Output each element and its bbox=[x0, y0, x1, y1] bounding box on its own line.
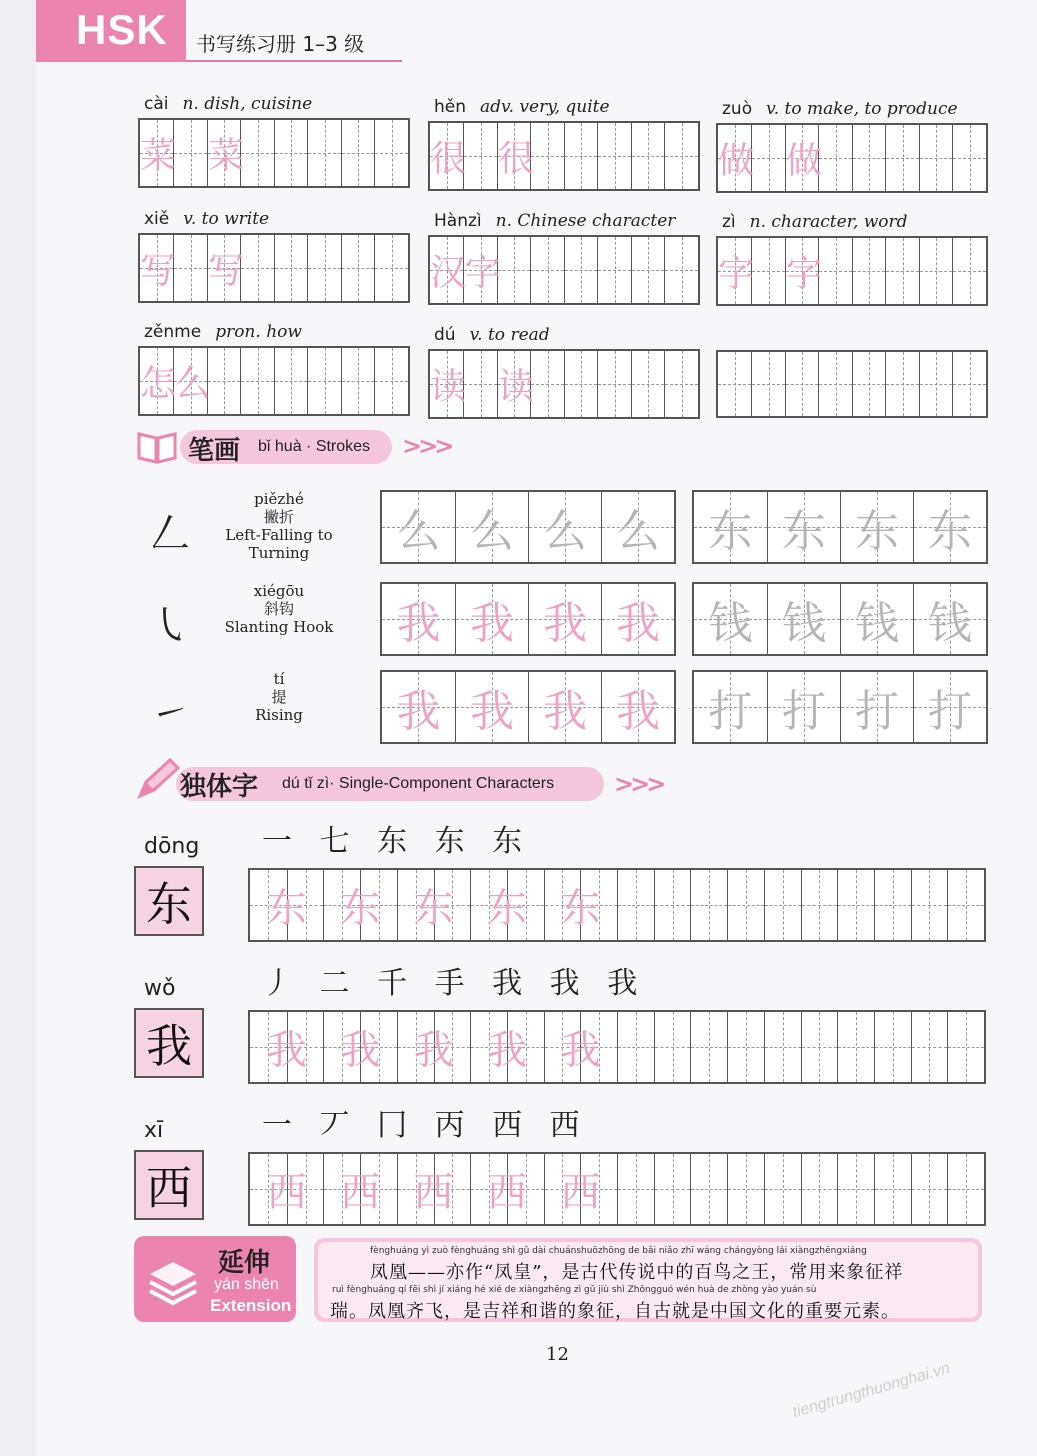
grid-cell[interactable] bbox=[207, 120, 244, 186]
trace-character: 么 bbox=[469, 506, 514, 557]
extension-pinyin-line-2: ruì fènghuáng qí fēi shì jí xiáng hé xié de xiàngzhēng zì gǔ jiù shì Zhōngguó wén huà de zhòng yào yuán sù bbox=[332, 1285, 817, 1295]
grid-cell[interactable] bbox=[382, 492, 455, 562]
vocab-pinyin: zuò bbox=[722, 99, 753, 119]
trace-character: 写 bbox=[207, 250, 244, 292]
grid-cell[interactable] bbox=[840, 584, 913, 654]
vocab-pinyin: cài bbox=[144, 94, 169, 114]
grid-cell[interactable] bbox=[664, 237, 698, 303]
grid-cell[interactable] bbox=[564, 237, 598, 303]
grid-cell[interactable] bbox=[617, 870, 654, 940]
vocab-label bbox=[144, 94, 312, 114]
grid-cell[interactable] bbox=[397, 1012, 454, 1082]
trace-character: 我 bbox=[469, 598, 514, 649]
trace-character: 钱 bbox=[708, 598, 753, 649]
grid-cell[interactable] bbox=[207, 235, 244, 301]
grid-cell[interactable] bbox=[470, 1012, 527, 1082]
grid-cell[interactable] bbox=[430, 123, 467, 189]
grid-cell[interactable] bbox=[885, 238, 919, 304]
vocab-label bbox=[144, 322, 302, 342]
grid-cell[interactable] bbox=[874, 1012, 911, 1082]
grid-cell[interactable] bbox=[952, 125, 986, 191]
grid-cell[interactable] bbox=[952, 352, 986, 416]
stroke-pinyin: xiégōu bbox=[253, 582, 305, 600]
grid-cell[interactable] bbox=[631, 351, 665, 417]
vocab-practice-grid bbox=[428, 235, 700, 305]
trace-character: 么 bbox=[396, 506, 441, 557]
vocab-definition: v. to write bbox=[183, 209, 270, 229]
grid-cell[interactable] bbox=[727, 1154, 764, 1224]
grid-cell[interactable] bbox=[530, 351, 564, 417]
grid-cell[interactable] bbox=[455, 584, 528, 654]
stroke-practice-grid bbox=[692, 582, 988, 656]
grid-cell[interactable] bbox=[382, 584, 455, 654]
trace-character: 我 bbox=[615, 686, 660, 737]
grid-cell[interactable] bbox=[140, 348, 177, 414]
trace-character: 我 bbox=[542, 598, 587, 649]
grid-cell[interactable] bbox=[463, 123, 497, 189]
trace-character: 我 bbox=[413, 1027, 454, 1074]
stroke-english: Slanting Hook bbox=[224, 618, 334, 636]
vocab-label bbox=[722, 212, 908, 232]
brand-logo: HSK bbox=[76, 6, 168, 53]
grid-cell[interactable] bbox=[207, 348, 241, 414]
grid-cell[interactable] bbox=[952, 238, 986, 304]
watermark: tiengtrungthuonghai.vn bbox=[790, 1359, 952, 1422]
grid-cell[interactable] bbox=[751, 352, 785, 416]
arrows-icon: >>> bbox=[614, 770, 663, 798]
stroke-description bbox=[204, 582, 354, 636]
header-underline bbox=[186, 60, 402, 62]
grid-cell[interactable] bbox=[274, 348, 308, 414]
vocab-definition: n. dish, cuisine bbox=[182, 94, 313, 114]
stroke-description bbox=[204, 490, 354, 562]
trace-character: 读 bbox=[497, 366, 534, 408]
trace-character: 我 bbox=[396, 686, 441, 737]
grid-cell[interactable] bbox=[497, 351, 534, 417]
grid-cell[interactable] bbox=[913, 492, 986, 562]
grid-cell[interactable] bbox=[140, 235, 177, 301]
grid-cell[interactable] bbox=[785, 125, 822, 191]
grid-cell[interactable] bbox=[544, 1012, 601, 1082]
grid-cell[interactable] bbox=[250, 1154, 307, 1224]
grid-cell[interactable] bbox=[240, 348, 274, 414]
trace-character: 东 bbox=[927, 506, 972, 557]
stroke-english: Rising bbox=[255, 706, 303, 724]
trace-character: 钱 bbox=[781, 598, 826, 649]
grid-cell[interactable] bbox=[430, 237, 467, 303]
trace-character: 很 bbox=[430, 138, 467, 180]
stroke-hanzi: 撇折 bbox=[263, 508, 294, 526]
trace-character: 西 bbox=[413, 1169, 454, 1216]
grid-cell[interactable] bbox=[837, 1012, 874, 1082]
grid-cell[interactable] bbox=[173, 235, 207, 301]
grid-cell[interactable] bbox=[818, 238, 852, 304]
grid-cell[interactable] bbox=[631, 237, 665, 303]
vocab-practice-grid bbox=[138, 346, 410, 416]
grid-cell[interactable] bbox=[694, 492, 767, 562]
grid-cell[interactable] bbox=[690, 870, 727, 940]
trace-character: 么 bbox=[174, 363, 211, 405]
trace-character: 东 bbox=[266, 885, 307, 932]
grid-cell[interactable] bbox=[307, 120, 341, 186]
grid-cell[interactable] bbox=[767, 492, 840, 562]
header-title: 书写练习册 1–3 级 bbox=[196, 32, 365, 56]
grid-cell[interactable] bbox=[913, 584, 986, 654]
trace-character: 我 bbox=[396, 598, 441, 649]
vocab-pinyin: hěn bbox=[434, 97, 467, 117]
grid-cell[interactable] bbox=[397, 1154, 454, 1224]
grid-cell[interactable] bbox=[307, 235, 341, 301]
trace-character: 西 bbox=[560, 1169, 601, 1216]
grid-cell[interactable] bbox=[840, 672, 913, 742]
grid-cell[interactable] bbox=[397, 870, 454, 940]
grid-cell[interactable] bbox=[601, 492, 674, 562]
grid-cell[interactable] bbox=[818, 125, 852, 191]
grid-cell[interactable] bbox=[601, 672, 674, 742]
model-character-box bbox=[134, 1150, 204, 1220]
grid-cell[interactable] bbox=[837, 1154, 874, 1224]
trace-character: 我 bbox=[486, 1027, 527, 1074]
grid-cell[interactable] bbox=[911, 1154, 948, 1224]
grid-cell[interactable] bbox=[430, 351, 467, 417]
stroke-practice-grid bbox=[692, 670, 988, 744]
vocab-label bbox=[434, 211, 675, 231]
stroke-description bbox=[204, 670, 354, 724]
grid-cell[interactable] bbox=[341, 235, 375, 301]
vocab-label bbox=[434, 97, 610, 117]
grid-cell[interactable] bbox=[694, 584, 767, 654]
vocab-practice-grid bbox=[138, 118, 410, 188]
vocab-pinyin: xiě bbox=[144, 209, 170, 229]
trace-character: 打 bbox=[708, 686, 753, 737]
grid-cell[interactable] bbox=[617, 1012, 654, 1082]
extension-text-line-2: 瑞。凤凰齐飞，是吉祥和谐的象征，自古就是中国文化的重要元素。 bbox=[330, 1301, 900, 1322]
grid-cell[interactable] bbox=[885, 125, 919, 191]
grid-cell[interactable] bbox=[690, 1154, 727, 1224]
trace-character: 东 bbox=[486, 885, 527, 932]
grid-cell[interactable] bbox=[852, 238, 886, 304]
trace-character: 我 bbox=[542, 686, 587, 737]
grid-cell[interactable] bbox=[764, 870, 801, 940]
vocab-label bbox=[722, 99, 958, 119]
grid-cell[interactable] bbox=[274, 235, 308, 301]
grid-cell[interactable] bbox=[250, 1012, 307, 1082]
trace-character: 做 bbox=[785, 140, 822, 182]
trace-character: 字 bbox=[464, 252, 501, 294]
vocab-pinyin: zì bbox=[722, 212, 736, 232]
grid-cell[interactable] bbox=[727, 1012, 764, 1082]
trace-character: 读 bbox=[430, 366, 467, 408]
stroke-glyph-icon: 𠃋 bbox=[150, 511, 190, 557]
grid-cell[interactable] bbox=[374, 348, 408, 414]
grid-cell[interactable] bbox=[947, 1012, 984, 1082]
grid-cell[interactable] bbox=[374, 120, 408, 186]
grid-cell[interactable] bbox=[455, 672, 528, 742]
vocab-practice-grid bbox=[716, 123, 988, 193]
grid-cell[interactable] bbox=[530, 237, 564, 303]
trace-character: 么 bbox=[615, 506, 660, 557]
grid-cell[interactable] bbox=[601, 584, 674, 654]
grid-cell[interactable] bbox=[463, 351, 497, 417]
grid-cell[interactable] bbox=[455, 492, 528, 562]
model-character-box bbox=[134, 1008, 204, 1078]
trace-character: 我 bbox=[266, 1027, 307, 1074]
grid-cell[interactable] bbox=[654, 1154, 691, 1224]
grid-cell[interactable] bbox=[250, 870, 307, 940]
grid-cell[interactable] bbox=[852, 125, 886, 191]
grid-cell[interactable] bbox=[530, 123, 564, 189]
stroke-hanzi: 提 bbox=[271, 688, 287, 706]
grid-cell[interactable] bbox=[840, 492, 913, 562]
arrows-icon: >>> bbox=[402, 432, 451, 460]
grid-cell[interactable] bbox=[528, 584, 601, 654]
trace-character: 西 bbox=[486, 1169, 527, 1216]
grid-cell[interactable] bbox=[274, 120, 308, 186]
grid-cell[interactable] bbox=[874, 870, 911, 940]
single-practice-grid bbox=[248, 1010, 986, 1084]
model-character: 东 bbox=[146, 877, 192, 931]
grid-cell[interactable] bbox=[801, 1012, 838, 1082]
stroke-practice-grid bbox=[380, 582, 676, 656]
grid-cell[interactable] bbox=[544, 870, 601, 940]
trace-character: 钱 bbox=[927, 598, 972, 649]
grid-cell[interactable] bbox=[751, 238, 785, 304]
page-number: 12 bbox=[546, 1344, 569, 1365]
vocab-definition: v. to read bbox=[469, 325, 550, 345]
character-pinyin: wǒ bbox=[144, 976, 176, 1001]
trace-character: 我 bbox=[615, 598, 660, 649]
trace-character: 东 bbox=[781, 506, 826, 557]
trace-character: 菜 bbox=[207, 135, 244, 177]
trace-character: 菜 bbox=[140, 135, 177, 177]
vocab-practice-grid bbox=[428, 349, 700, 419]
grid-cell[interactable] bbox=[597, 237, 631, 303]
grid-cell[interactable] bbox=[323, 1154, 381, 1224]
grid-cell[interactable] bbox=[341, 348, 375, 414]
grid-cell[interactable] bbox=[323, 1012, 381, 1082]
trace-character: 东 bbox=[413, 885, 454, 932]
vocab-pinyin: dú bbox=[434, 325, 456, 345]
trace-character: 汉 bbox=[430, 252, 467, 294]
grid-cell[interactable] bbox=[718, 125, 755, 191]
trace-character: 字 bbox=[785, 253, 822, 295]
single-subtitle: dú tǐ zì· Single-Component Characters bbox=[282, 775, 555, 792]
trace-character: 打 bbox=[927, 686, 972, 737]
grid-cell[interactable] bbox=[240, 235, 274, 301]
grid-cell[interactable] bbox=[654, 870, 691, 940]
grid-cell[interactable] bbox=[664, 351, 698, 417]
grid-cell[interactable] bbox=[307, 348, 341, 414]
trace-character: 钱 bbox=[854, 598, 899, 649]
grid-cell[interactable] bbox=[785, 352, 819, 416]
stroke-english-cont: Turning bbox=[248, 544, 310, 562]
grid-cell[interactable] bbox=[801, 1154, 838, 1224]
grid-cell[interactable] bbox=[470, 870, 527, 940]
vocab-definition: n. character, word bbox=[749, 212, 908, 232]
stroke-order: 丿 二 千 手 我 我 我 bbox=[262, 966, 638, 1001]
grid-cell[interactable] bbox=[837, 870, 874, 940]
grid-cell[interactable] bbox=[911, 870, 948, 940]
trace-character: 我 bbox=[560, 1027, 601, 1074]
grid-cell[interactable] bbox=[764, 1154, 801, 1224]
grid-cell[interactable] bbox=[947, 870, 984, 940]
vocab-practice-grid bbox=[716, 236, 988, 306]
trace-character: 西 bbox=[266, 1169, 307, 1216]
vocab-definition: n. Chinese character bbox=[495, 211, 676, 231]
vocab-label bbox=[144, 209, 269, 229]
character-pinyin: xī bbox=[144, 1118, 164, 1143]
stroke-english: Left-Falling to bbox=[225, 526, 333, 544]
grid-cell[interactable] bbox=[497, 123, 534, 189]
grid-cell[interactable] bbox=[718, 238, 755, 304]
strokes-title: 笔画 bbox=[188, 436, 241, 466]
grid-cell[interactable] bbox=[654, 1012, 691, 1082]
grid-cell[interactable] bbox=[852, 352, 886, 416]
stroke-order: 一 丆 冂 丙 西 西 bbox=[262, 1108, 580, 1143]
grid-cell[interactable] bbox=[885, 352, 919, 416]
grid-cell[interactable] bbox=[617, 1154, 654, 1224]
grid-cell[interactable] bbox=[919, 125, 953, 191]
stroke-pinyin: piězhé bbox=[254, 490, 304, 508]
grid-cell[interactable] bbox=[767, 672, 840, 742]
vocab-practice-grid bbox=[138, 233, 410, 303]
grid-cell[interactable] bbox=[801, 870, 838, 940]
grid-cell[interactable] bbox=[528, 672, 601, 742]
stack-icon bbox=[146, 1258, 200, 1312]
trace-character: 东 bbox=[560, 885, 601, 932]
stroke-practice-grid bbox=[380, 670, 676, 744]
book-icon bbox=[136, 428, 178, 466]
trace-character: 西 bbox=[340, 1169, 381, 1216]
trace-character: 东 bbox=[340, 885, 381, 932]
grid-cell[interactable] bbox=[173, 120, 207, 186]
vocab-definition: pron. how bbox=[215, 322, 302, 342]
grid-cell[interactable] bbox=[564, 123, 598, 189]
grid-cell[interactable] bbox=[173, 348, 211, 414]
grid-cell[interactable] bbox=[564, 351, 598, 417]
grid-cell[interactable] bbox=[382, 672, 455, 742]
stroke-pinyin: tí bbox=[273, 670, 285, 688]
trace-character: 写 bbox=[140, 250, 177, 292]
extension-english: Extension bbox=[210, 1296, 292, 1315]
grid-cell[interactable] bbox=[764, 1012, 801, 1082]
grid-cell[interactable] bbox=[544, 1154, 601, 1224]
stroke-order: 一 七 东 东 东 bbox=[262, 824, 523, 859]
trace-character: 做 bbox=[718, 140, 755, 182]
grid-cell[interactable] bbox=[718, 352, 751, 416]
grid-cell[interactable] bbox=[690, 1012, 727, 1082]
grid-cell[interactable] bbox=[767, 584, 840, 654]
page-edge bbox=[0, 0, 36, 1456]
character-pinyin: dōng bbox=[144, 834, 200, 859]
trace-character: 很 bbox=[497, 138, 534, 180]
vocab-definition: adv. very, quite bbox=[480, 97, 610, 117]
extension-text-line-1: 凤凰——亦作“凤皇”，是古代传说中的百鸟之王，常用来象征祥 bbox=[370, 1262, 904, 1283]
grid-cell[interactable] bbox=[240, 120, 274, 186]
grid-cell[interactable] bbox=[463, 237, 501, 303]
grid-cell[interactable] bbox=[374, 235, 408, 301]
stroke-practice-grid bbox=[692, 490, 988, 564]
grid-cell[interactable] bbox=[323, 870, 381, 940]
grid-cell[interactable] bbox=[497, 237, 531, 303]
vocab-pinyin: Hànzì bbox=[434, 211, 482, 231]
vocab-definition: v. to make, to produce bbox=[766, 99, 958, 119]
trace-character: 打 bbox=[781, 686, 826, 737]
single-practice-grid bbox=[248, 868, 986, 942]
grid-cell[interactable] bbox=[919, 352, 953, 416]
trace-character: 怎 bbox=[140, 363, 177, 405]
stroke-practice-grid bbox=[380, 490, 676, 564]
trace-character: 打 bbox=[854, 686, 899, 737]
grid-cell[interactable] bbox=[140, 120, 177, 186]
grid-cell[interactable] bbox=[785, 238, 822, 304]
grid-cell[interactable] bbox=[597, 123, 631, 189]
model-character-box bbox=[134, 866, 204, 936]
grid-cell[interactable] bbox=[919, 238, 953, 304]
model-character: 西 bbox=[146, 1161, 192, 1215]
grid-cell[interactable] bbox=[631, 123, 665, 189]
empty-practice-grid bbox=[716, 350, 988, 418]
vocab-pinyin: zěnme bbox=[144, 322, 202, 342]
grid-cell[interactable] bbox=[913, 672, 986, 742]
extension-pinyin: yán shēn bbox=[214, 1276, 279, 1293]
single-title: 独体字 bbox=[180, 772, 259, 802]
stroke-glyph-icon: ㇀ bbox=[150, 691, 190, 737]
grid-cell[interactable] bbox=[751, 125, 785, 191]
grid-cell[interactable] bbox=[727, 870, 764, 940]
grid-cell[interactable] bbox=[947, 1154, 984, 1224]
stroke-glyph-icon: ㇂ bbox=[150, 603, 190, 649]
grid-cell[interactable] bbox=[597, 351, 631, 417]
grid-cell[interactable] bbox=[341, 120, 375, 186]
vocab-practice-grid bbox=[428, 121, 700, 191]
trace-character: 东 bbox=[854, 506, 899, 557]
trace-character: 字 bbox=[718, 253, 755, 295]
extension-title: 延伸 bbox=[218, 1248, 271, 1278]
single-practice-grid bbox=[248, 1152, 986, 1226]
stroke-hanzi: 斜钩 bbox=[263, 600, 294, 618]
grid-cell[interactable] bbox=[470, 1154, 527, 1224]
model-character: 我 bbox=[146, 1019, 192, 1073]
trace-character: 我 bbox=[469, 686, 514, 737]
pencil-icon bbox=[134, 756, 182, 802]
grid-cell[interactable] bbox=[664, 123, 698, 189]
extension-pinyin-line-1: fènghuáng yì zuò fènghuáng shì gǔ dài chuánshuōzhōng de bǎi niǎo zhī wáng chángyòng lái xiàngzhēngxiáng bbox=[370, 1246, 867, 1256]
grid-cell[interactable] bbox=[818, 352, 852, 416]
grid-cell[interactable] bbox=[874, 1154, 911, 1224]
trace-character: 东 bbox=[708, 506, 753, 557]
grid-cell[interactable] bbox=[528, 492, 601, 562]
grid-cell[interactable] bbox=[694, 672, 767, 742]
trace-character: 么 bbox=[542, 506, 587, 557]
vocab-label bbox=[434, 325, 550, 345]
trace-character: 我 bbox=[340, 1027, 381, 1074]
grid-cell[interactable] bbox=[911, 1012, 948, 1082]
strokes-subtitle: bǐ huà · Strokes bbox=[258, 438, 371, 455]
